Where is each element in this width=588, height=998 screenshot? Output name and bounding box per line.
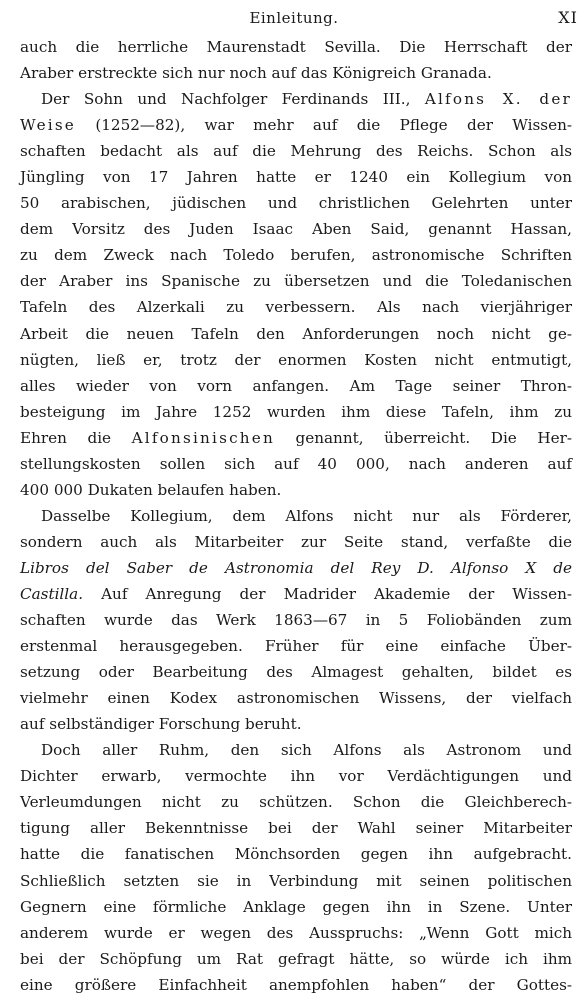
text-line (20, 190, 572, 216)
text-line (20, 529, 572, 555)
text-segment: Gegnern eine förmliche Anklage gegen ihn in Szene. Unter (20, 897, 572, 916)
text-segment: stellungskosten sollen sich auf 40 000, nach anderen auf (20, 454, 572, 473)
text-line (20, 894, 572, 920)
text-segment: auf selbständiger Forschung beruht. (20, 715, 302, 734)
text-line (20, 268, 572, 294)
text-segment: dem Vorsitz des Juden Isaac Aben Said, genannt Hassan, (20, 220, 572, 239)
text-line (20, 451, 572, 477)
text-line (20, 503, 572, 529)
text-line (20, 789, 572, 815)
paragraph (20, 86, 572, 503)
text-line (20, 659, 572, 685)
text-line (20, 685, 572, 711)
text-line (20, 164, 572, 190)
text-segment: (1252—82), war mehr auf die Pflege der Wissen- (76, 116, 572, 135)
spaced-name: Alfonsinischen (131, 428, 275, 447)
text-segment: Doch aller Ruhm, den sich Alfons als Astronom und (41, 741, 572, 760)
paragraph (20, 737, 572, 997)
text-line (20, 477, 572, 503)
text-segment: Arbeit die neuen Tafeln den Anforderungen noch nicht ge- (20, 324, 572, 343)
text-line (20, 972, 572, 998)
text-segment: Ehren die (20, 428, 132, 447)
text-line (20, 633, 572, 659)
text-line (20, 711, 572, 737)
text-segment: hatte die fanatischen Mönchsorden gegen ihn aufgebracht. (20, 845, 572, 864)
text-segment: Dasselbe Kollegium, dem Alfons nicht nur als Förderer, (41, 506, 572, 525)
text-line (20, 920, 572, 946)
page-number: XI (558, 8, 578, 27)
text-segment: zu dem Zweck nach Toledo berufen, astronomische Schriften (20, 246, 572, 265)
text-line (20, 216, 572, 242)
italic-text: Libros del Saber de Astronomia del Rey D. Alfonso X de (20, 558, 572, 577)
running-head (0, 6, 588, 30)
spaced-name: Alfons X. der (424, 90, 572, 109)
spaced-name: Weise (20, 116, 76, 135)
text-segment: erstenmal herausgegeben. Früher für eine einfache Über- (20, 637, 572, 656)
text-segment: eine größere Einfachheit anempfohlen haben“ der Gottes- (20, 975, 572, 994)
text-line (20, 112, 572, 138)
text-segment: Auf Anregung der Madrider Akademie der Wissen- (83, 584, 572, 603)
text-line (20, 763, 572, 789)
text-segment: schaften wurde das Werk 1863—67 in 5 Foliobänden zum (20, 611, 572, 630)
text-line (20, 841, 572, 867)
text-segment: 400 000 Dukaten belaufen haben. (20, 480, 282, 499)
text-line (20, 868, 572, 894)
text-line (20, 373, 572, 399)
text-segment: anderem wurde er wegen des Ausspruchs: „Wenn Gott mich (20, 923, 572, 942)
text-line (20, 242, 572, 268)
text-line (20, 425, 572, 451)
text-segment: 50 arabischen, jüdischen und christlichen Gelehrten unter (20, 194, 572, 213)
text-line (20, 607, 572, 633)
body-text (20, 34, 572, 998)
text-line (20, 294, 572, 320)
text-segment: Schließlich setzten sie in Verbindung mit seinen politischen (20, 871, 572, 890)
text-segment: tigung aller Bekenntnisse bei der Wahl seiner Mitarbeiter (20, 819, 572, 838)
text-segment: vielmehr einen Kodex astronomischen Wissens, der vielfach (20, 689, 572, 708)
text-segment: Araber erstreckte sich nur noch auf das Königreich Granada. (20, 64, 492, 83)
text-segment: der Araber ins Spanische zu übersetzen und die Toledanischen (20, 272, 572, 291)
text-segment: Der Sohn und Nachfolger Ferdinands III., (41, 90, 425, 109)
text-line (20, 399, 572, 425)
text-line (20, 347, 572, 373)
text-line (20, 815, 572, 841)
text-segment: genannt, überreicht. Die Her- (274, 428, 572, 447)
text-segment: Verleumdungen nicht zu schützen. Schon die Gleichberech- (20, 793, 572, 812)
text-segment: sondern auch als Mitarbeiter zur Seite stand, verfaßte die (20, 532, 572, 551)
text-line (20, 555, 572, 581)
text-line (20, 946, 572, 972)
text-segment: besteigung im Jahre 1252 wurden ihm diese Tafeln, ihm zu (20, 402, 572, 421)
italic-text: Castilla. (20, 584, 84, 603)
text-line (20, 321, 572, 347)
text-line (20, 138, 572, 164)
text-line (20, 34, 572, 60)
text-line (20, 86, 572, 112)
text-segment: Tafeln des Alzerkali zu verbessern. Als nach vierjähriger (20, 298, 572, 317)
text-segment: Jüngling von 17 Jahren hatte er 1240 ein Kollegium von (20, 168, 572, 187)
text-line (20, 737, 572, 763)
text-line (20, 581, 572, 607)
paragraph (20, 503, 572, 737)
text-segment: auch die herrliche Maurenstadt Sevilla. Die Herrschaft der (20, 38, 572, 56)
text-segment: bei der Schöpfung um Rat gefragt hätte, so würde ich ihm (20, 949, 572, 968)
text-segment: Dichter erwarb, vermochte ihn vor Verdächtigungen und (20, 767, 572, 786)
paragraph (20, 34, 572, 86)
text-segment: schaften bedacht als auf die Mehrung des Reichs. Schon als (20, 142, 572, 161)
text-segment: alles wieder von vorn anfangen. Am Tage seiner Thron- (20, 376, 572, 395)
text-line (20, 60, 572, 86)
text-segment: setzung oder Bearbeitung des Almagest gehalten, bildet es (20, 663, 572, 682)
text-segment: nügten, ließ er, trotz der enormen Kosten nicht entmutigt, (20, 350, 572, 369)
chapter-title: Einleitung. (249, 9, 339, 27)
